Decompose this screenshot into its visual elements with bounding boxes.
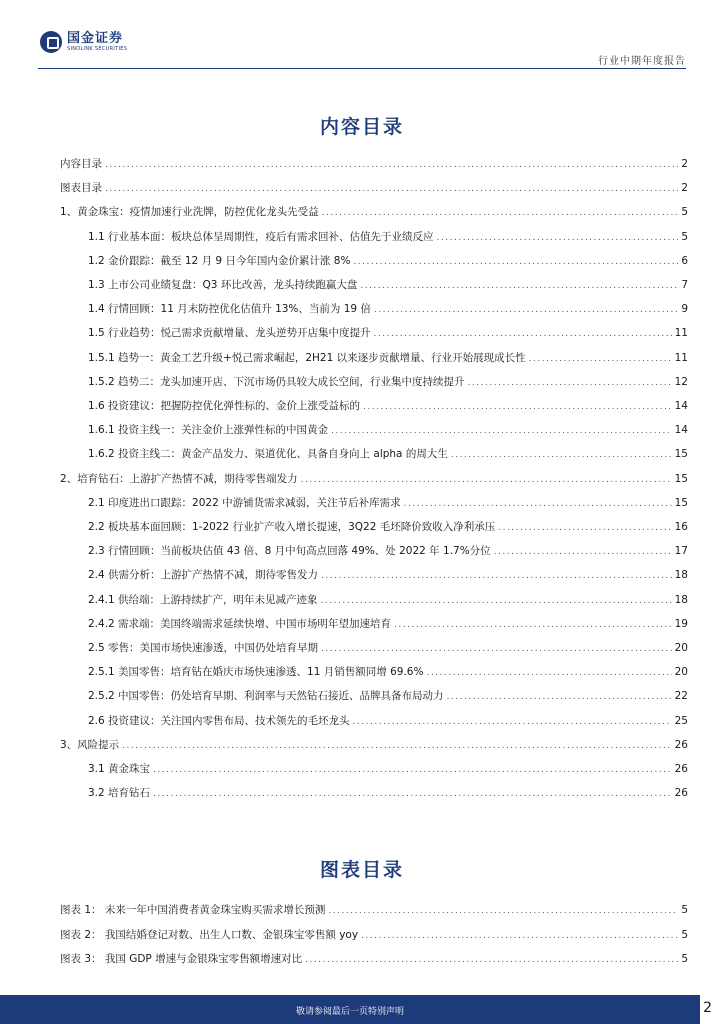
- dot-leader: [153, 763, 672, 777]
- toc-entry[interactable]: [88, 665, 688, 679]
- dot-leader: [305, 953, 678, 967]
- entry-title: 1.3 上市公司业绩复盘：Q3 环比改善，龙头持续跑赢大盘: [88, 279, 358, 291]
- entry-title: 2.5.2 中国零售：仍处培育早期、利润率与天然钻石接近、品牌具备布局动力: [88, 690, 444, 703]
- entry-title: 2.4.2 需求端：美国终端需求延续快增、中国市场明年望加速培育: [88, 617, 392, 630]
- entry-title: 3.2 培育钻石: [88, 787, 151, 800]
- entry-page-number: 15: [674, 448, 688, 461]
- entry-page-number: 9: [681, 303, 688, 316]
- toc-entry[interactable]: [88, 351, 688, 365]
- dot-leader: [374, 327, 672, 341]
- header-divider: [38, 68, 686, 69]
- entry-page-number: 11: [674, 351, 688, 364]
- toc-entry[interactable]: [88, 568, 688, 582]
- entry-page-number: 14: [674, 424, 688, 437]
- toc-entry[interactable]: [88, 714, 688, 728]
- entry-page-number: 5: [681, 206, 688, 219]
- entry-page-number: 5: [681, 953, 688, 965]
- toc-entry[interactable]: [88, 447, 688, 461]
- dot-leader: [494, 545, 672, 559]
- toc-entry[interactable]: [60, 472, 688, 486]
- entry-page-number: 11: [674, 327, 688, 340]
- entry-page-number: 2: [681, 182, 688, 195]
- entry-title: 2.4.1 供给端：上游持续扩产，明年未见减产迹象: [88, 593, 318, 606]
- entry-page-number: 25: [674, 714, 688, 727]
- toc-entry[interactable]: [88, 762, 688, 776]
- entry-page-number: 2: [681, 158, 688, 170]
- brand-logo: [40, 30, 127, 54]
- toc-entry[interactable]: [88, 786, 688, 800]
- toc-entry[interactable]: [88, 689, 688, 703]
- dot-leader: [321, 594, 672, 608]
- entry-title: 1.6.2 投资主线二：黄金产品发力、渠道优化、具备自身向上 alpha 的周大生: [88, 448, 448, 461]
- entry-page-number: 20: [674, 642, 688, 654]
- entry-page-number: 26: [674, 763, 688, 775]
- dot-leader: [301, 473, 672, 487]
- dot-leader: [321, 569, 672, 583]
- brand-name-en: SINOLINK SECURITIES: [67, 46, 128, 52]
- toc-entry[interactable]: [88, 423, 688, 437]
- page-header: [0, 0, 724, 70]
- brand-mark-icon: [40, 31, 62, 53]
- entry-title: 3、风险提示: [60, 738, 120, 751]
- entry-page-number: 12: [674, 375, 688, 388]
- entry-title: 1.5.1 趋势一：黄金工艺升级+悦己需求崛起，2H21 以来逐步贡献增量、行业开始展现成长性: [88, 351, 526, 364]
- dot-leader: [426, 666, 671, 680]
- figures-title: 图表目录: [319, 859, 404, 881]
- dot-leader: [468, 376, 672, 390]
- toc-entry[interactable]: [60, 157, 688, 171]
- toc-entry[interactable]: [88, 399, 688, 413]
- entry-title: 2、培育钻石：上游扩产热情不减，期待零售端发力: [60, 472, 298, 485]
- entry-page-number: 22: [674, 690, 688, 703]
- toc-entry[interactable]: [60, 205, 688, 219]
- entry-title: 1.5 行业趋势：悦己需求贡献增量、龙头逆势开店集中度提升: [88, 327, 371, 340]
- page-number: 2: [703, 1000, 712, 1016]
- entry-title: 2.3 行情回顾：当前板块估值 43 倍、8 月中旬高点回落 49%、处 2022 年 1.7%分位: [88, 545, 491, 558]
- toc-entry[interactable]: [88, 496, 688, 510]
- figure-entry[interactable]: [60, 903, 688, 917]
- dot-leader: [529, 352, 672, 366]
- entry-page-number: 16: [674, 521, 688, 533]
- brand-name-cn: 国金证券: [67, 31, 124, 46]
- dot-leader: [404, 497, 672, 511]
- entry-title: 2.4 供需分析：上游扩产热情不减，期待零售发力: [88, 569, 319, 582]
- entry-page-number: 18: [674, 593, 688, 606]
- entry-title: 内容目录: [60, 158, 102, 170]
- entry-title: 1.5.2 趋势二：龙头加速开店、下沉市场仍具较大成长空间，行业集中度持续提升: [88, 375, 465, 388]
- entry-page-number: 5: [681, 928, 688, 941]
- dot-leader: [498, 521, 671, 535]
- entry-title: 1、黄金珠宝：疫情加速行业洗牌，防控优化龙头先受益: [60, 206, 319, 219]
- dot-leader: [353, 255, 678, 269]
- footer-disclaimer: 敬请参阅最后一页特别声明: [295, 1007, 404, 1017]
- entry-title: 1.1 行业基本面：板块总体呈周期性，疫后有需求回补、估值先于业绩反应: [88, 230, 434, 243]
- entry-title: 2.1 印度进出口跟踪：2022 中游铺货需求减弱，关注节后补库需求: [88, 496, 401, 509]
- entry-title: 图表 2： 我国结婚登记对数、出生人口数、金银珠宝零售额 yoy: [60, 928, 359, 941]
- dot-leader: [361, 929, 678, 943]
- dot-leader: [360, 279, 678, 293]
- entry-title: 2.2 板块基本面回顾：1-2022 行业扩产收入增长提速，3Q22 毛坯降价致收入净利承压: [88, 521, 496, 533]
- toc-entry[interactable]: [88, 254, 688, 268]
- entry-page-number: 7: [681, 279, 688, 291]
- toc-entry[interactable]: [88, 326, 688, 340]
- entry-page-number: 15: [674, 472, 688, 485]
- document-type: 行业中期年度报告: [598, 56, 686, 67]
- entry-title: 图表 1： 未来一年中国消费者黄金珠宝购买需求增长预测: [60, 904, 326, 916]
- dot-leader: [122, 739, 671, 753]
- entry-title: 2.6 投资建议：关注国内零售布局、技术领先的毛坯龙头: [88, 714, 350, 727]
- entry-page-number: 17: [674, 545, 688, 558]
- dot-leader: [153, 787, 672, 801]
- entry-title: 3.1 黄金珠宝: [88, 763, 151, 775]
- dot-leader: [437, 231, 679, 245]
- dot-leader: [447, 690, 672, 704]
- entry-title: 1.2 金价跟踪：截至 12 月 9 日今年国内金价累计涨 8%: [88, 254, 351, 267]
- toc-entry[interactable]: [88, 302, 688, 316]
- entry-page-number: 5: [681, 230, 688, 243]
- toc-title: 内容目录: [319, 116, 404, 138]
- toc-entry[interactable]: [88, 230, 688, 244]
- toc-entry[interactable]: [88, 593, 688, 607]
- dot-leader: [331, 424, 672, 438]
- figure-entry[interactable]: [60, 928, 688, 942]
- entry-page-number: 14: [674, 400, 688, 412]
- entry-title: 2.5.1 美国零售：培育钻在婚庆市场快速渗透、11 月销售额同增 69.6%: [88, 666, 424, 679]
- dot-leader: [322, 206, 679, 220]
- dot-leader: [105, 158, 678, 172]
- entry-page-number: 20: [674, 666, 688, 679]
- toc-entry[interactable]: [88, 375, 688, 389]
- dot-leader: [363, 400, 672, 414]
- toc-entry[interactable]: [88, 641, 688, 655]
- entry-title: 图表目录: [60, 182, 102, 195]
- toc-entry[interactable]: [88, 617, 688, 631]
- entry-page-number: 5: [681, 904, 688, 916]
- dot-leader: [321, 642, 672, 656]
- entry-page-number: 18: [674, 569, 688, 582]
- toc-entry[interactable]: [88, 544, 688, 558]
- dot-leader: [451, 448, 672, 462]
- entry-page-number: 15: [674, 496, 688, 509]
- figure-entry[interactable]: [60, 952, 688, 966]
- toc-entry[interactable]: [60, 738, 688, 752]
- toc-entry[interactable]: [88, 278, 688, 292]
- entry-page-number: 26: [674, 787, 688, 800]
- entry-page-number: 6: [681, 254, 688, 267]
- dot-leader: [353, 715, 672, 729]
- entry-title: 2.5 零售：美国市场快速渗透，中国仍处培育早期: [88, 642, 319, 654]
- toc-entry[interactable]: [88, 520, 688, 534]
- entry-page-number: 26: [674, 738, 688, 751]
- toc-entry[interactable]: [60, 181, 688, 195]
- dot-leader: [374, 303, 678, 317]
- dot-leader: [328, 904, 678, 918]
- entry-title: 1.6.1 投资主线一：关注金价上涨弹性标的中国黄金: [88, 424, 329, 437]
- entry-title: 图表 3： 我国 GDP 增速与金银珠宝零售额增速对比: [60, 953, 303, 965]
- entry-title: 1.4 行情回顾：11 月末防控优化估值升 13%、当前为 19 倍: [88, 303, 371, 316]
- dot-leader: [105, 182, 678, 196]
- entry-page-number: 19: [674, 617, 688, 630]
- entry-title: 1.6 投资建议：把握防控优化弹性标的、金价上涨受益标的: [88, 400, 361, 412]
- dot-leader: [394, 618, 672, 632]
